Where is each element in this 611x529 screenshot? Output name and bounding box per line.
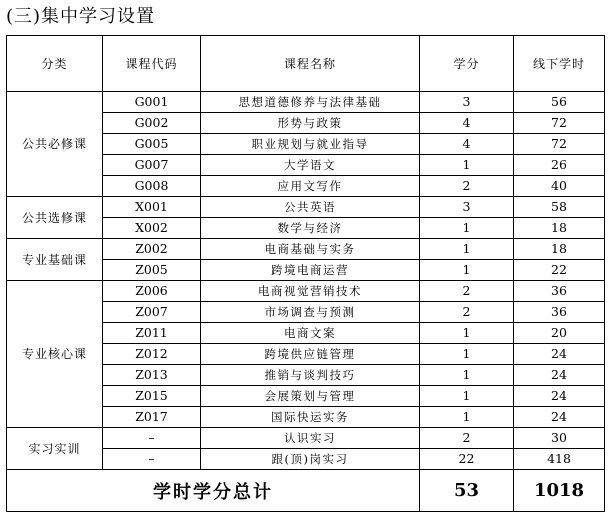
total-hours: 1018 xyxy=(514,470,605,512)
course-name: 电商视觉营销技术 xyxy=(201,281,420,302)
course-code: Z006 xyxy=(103,281,201,302)
course-code: G005 xyxy=(103,134,201,155)
course-name: 大学语文 xyxy=(201,155,420,176)
category-cell: 实习实训 xyxy=(7,428,103,470)
course-code: X001 xyxy=(103,197,201,218)
course-hours: 30 xyxy=(514,428,605,449)
course-credit: 1 xyxy=(420,260,514,281)
header-credit: 学分 xyxy=(420,36,514,92)
course-row xyxy=(7,281,605,302)
course-credit: 3 xyxy=(420,197,514,218)
course-table-body xyxy=(7,36,605,512)
course-credit: 1 xyxy=(420,386,514,407)
course-row xyxy=(7,239,605,260)
course-hours: 24 xyxy=(514,344,605,365)
course-code: G002 xyxy=(103,113,201,134)
category-cell: 公共选修课 xyxy=(7,197,103,239)
course-name: 认识实习 xyxy=(201,428,420,449)
total-label: 学时学分总计 xyxy=(7,470,420,512)
course-credit: 4 xyxy=(420,113,514,134)
course-hours: 56 xyxy=(514,92,605,113)
course-hours: 36 xyxy=(514,302,605,323)
course-name: 跨境电商运营 xyxy=(201,260,420,281)
course-hours: 20 xyxy=(514,323,605,344)
header-name: 课程名称 xyxy=(201,36,420,92)
course-name: 跟(顶)岗实习 xyxy=(201,449,420,470)
course-hours: 24 xyxy=(514,365,605,386)
course-name: 思想道德修养与法律基础 xyxy=(201,92,420,113)
course-code: Z012 xyxy=(103,344,201,365)
course-hours: 58 xyxy=(514,197,605,218)
header-hours: 线下学时 xyxy=(514,36,605,92)
course-row xyxy=(7,197,605,218)
header-category: 分类 xyxy=(7,36,103,92)
total-row xyxy=(7,470,605,512)
category-cell: 专业基础课 xyxy=(7,239,103,281)
course-name: 电商基础与实务 xyxy=(201,239,420,260)
course-code: – xyxy=(103,449,201,470)
course-credit: 2 xyxy=(420,281,514,302)
course-code: X002 xyxy=(103,218,201,239)
course-credit: 1 xyxy=(420,365,514,386)
course-credit: 1 xyxy=(420,239,514,260)
course-credit: 1 xyxy=(420,218,514,239)
course-name: 会展策划与管理 xyxy=(201,386,420,407)
course-name: 国际快运实务 xyxy=(201,407,420,428)
course-code: Z013 xyxy=(103,365,201,386)
course-name: 电商文案 xyxy=(201,323,420,344)
course-name: 公共英语 xyxy=(201,197,420,218)
course-hours: 18 xyxy=(514,239,605,260)
course-code: G008 xyxy=(103,176,201,197)
course-credit: 2 xyxy=(420,176,514,197)
course-name: 应用文写作 xyxy=(201,176,420,197)
course-name: 市场调查与预测 xyxy=(201,302,420,323)
course-hours: 418 xyxy=(514,449,605,470)
course-name: 职业规划与就业指导 xyxy=(201,134,420,155)
total-credit: 53 xyxy=(420,470,514,512)
course-code: Z005 xyxy=(103,260,201,281)
course-code: Z015 xyxy=(103,386,201,407)
course-code: Z011 xyxy=(103,323,201,344)
course-credit: 1 xyxy=(420,344,514,365)
course-code: Z007 xyxy=(103,302,201,323)
course-code: Z002 xyxy=(103,239,201,260)
course-code: G001 xyxy=(103,92,201,113)
course-hours: 72 xyxy=(514,134,605,155)
category-cell: 专业核心课 xyxy=(7,281,103,428)
course-hours: 24 xyxy=(514,386,605,407)
header-row xyxy=(7,36,605,92)
course-row xyxy=(7,92,605,113)
course-code: – xyxy=(103,428,201,449)
course-hours: 40 xyxy=(514,176,605,197)
course-code: G007 xyxy=(103,155,201,176)
course-credit: 2 xyxy=(420,302,514,323)
course-hours: 24 xyxy=(514,407,605,428)
course-name: 形势与政策 xyxy=(201,113,420,134)
course-table xyxy=(6,35,605,512)
section-title: (三)集中学习设置 xyxy=(6,6,156,27)
course-credit: 3 xyxy=(420,92,514,113)
course-row xyxy=(7,428,605,449)
course-credit: 1 xyxy=(420,155,514,176)
course-hours: 36 xyxy=(514,281,605,302)
course-credit: 1 xyxy=(420,323,514,344)
course-name: 数学与经济 xyxy=(201,218,420,239)
course-credit: 4 xyxy=(420,134,514,155)
course-credit: 2 xyxy=(420,428,514,449)
course-credit: 22 xyxy=(420,449,514,470)
course-hours: 26 xyxy=(514,155,605,176)
course-hours: 72 xyxy=(514,113,605,134)
header-code: 课程代码 xyxy=(103,36,201,92)
course-code: Z017 xyxy=(103,407,201,428)
course-name: 跨境供应链管理 xyxy=(201,344,420,365)
category-cell: 公共必修课 xyxy=(7,92,103,197)
course-credit: 1 xyxy=(420,407,514,428)
course-hours: 18 xyxy=(514,218,605,239)
course-hours: 22 xyxy=(514,260,605,281)
course-name: 推销与谈判技巧 xyxy=(201,365,420,386)
